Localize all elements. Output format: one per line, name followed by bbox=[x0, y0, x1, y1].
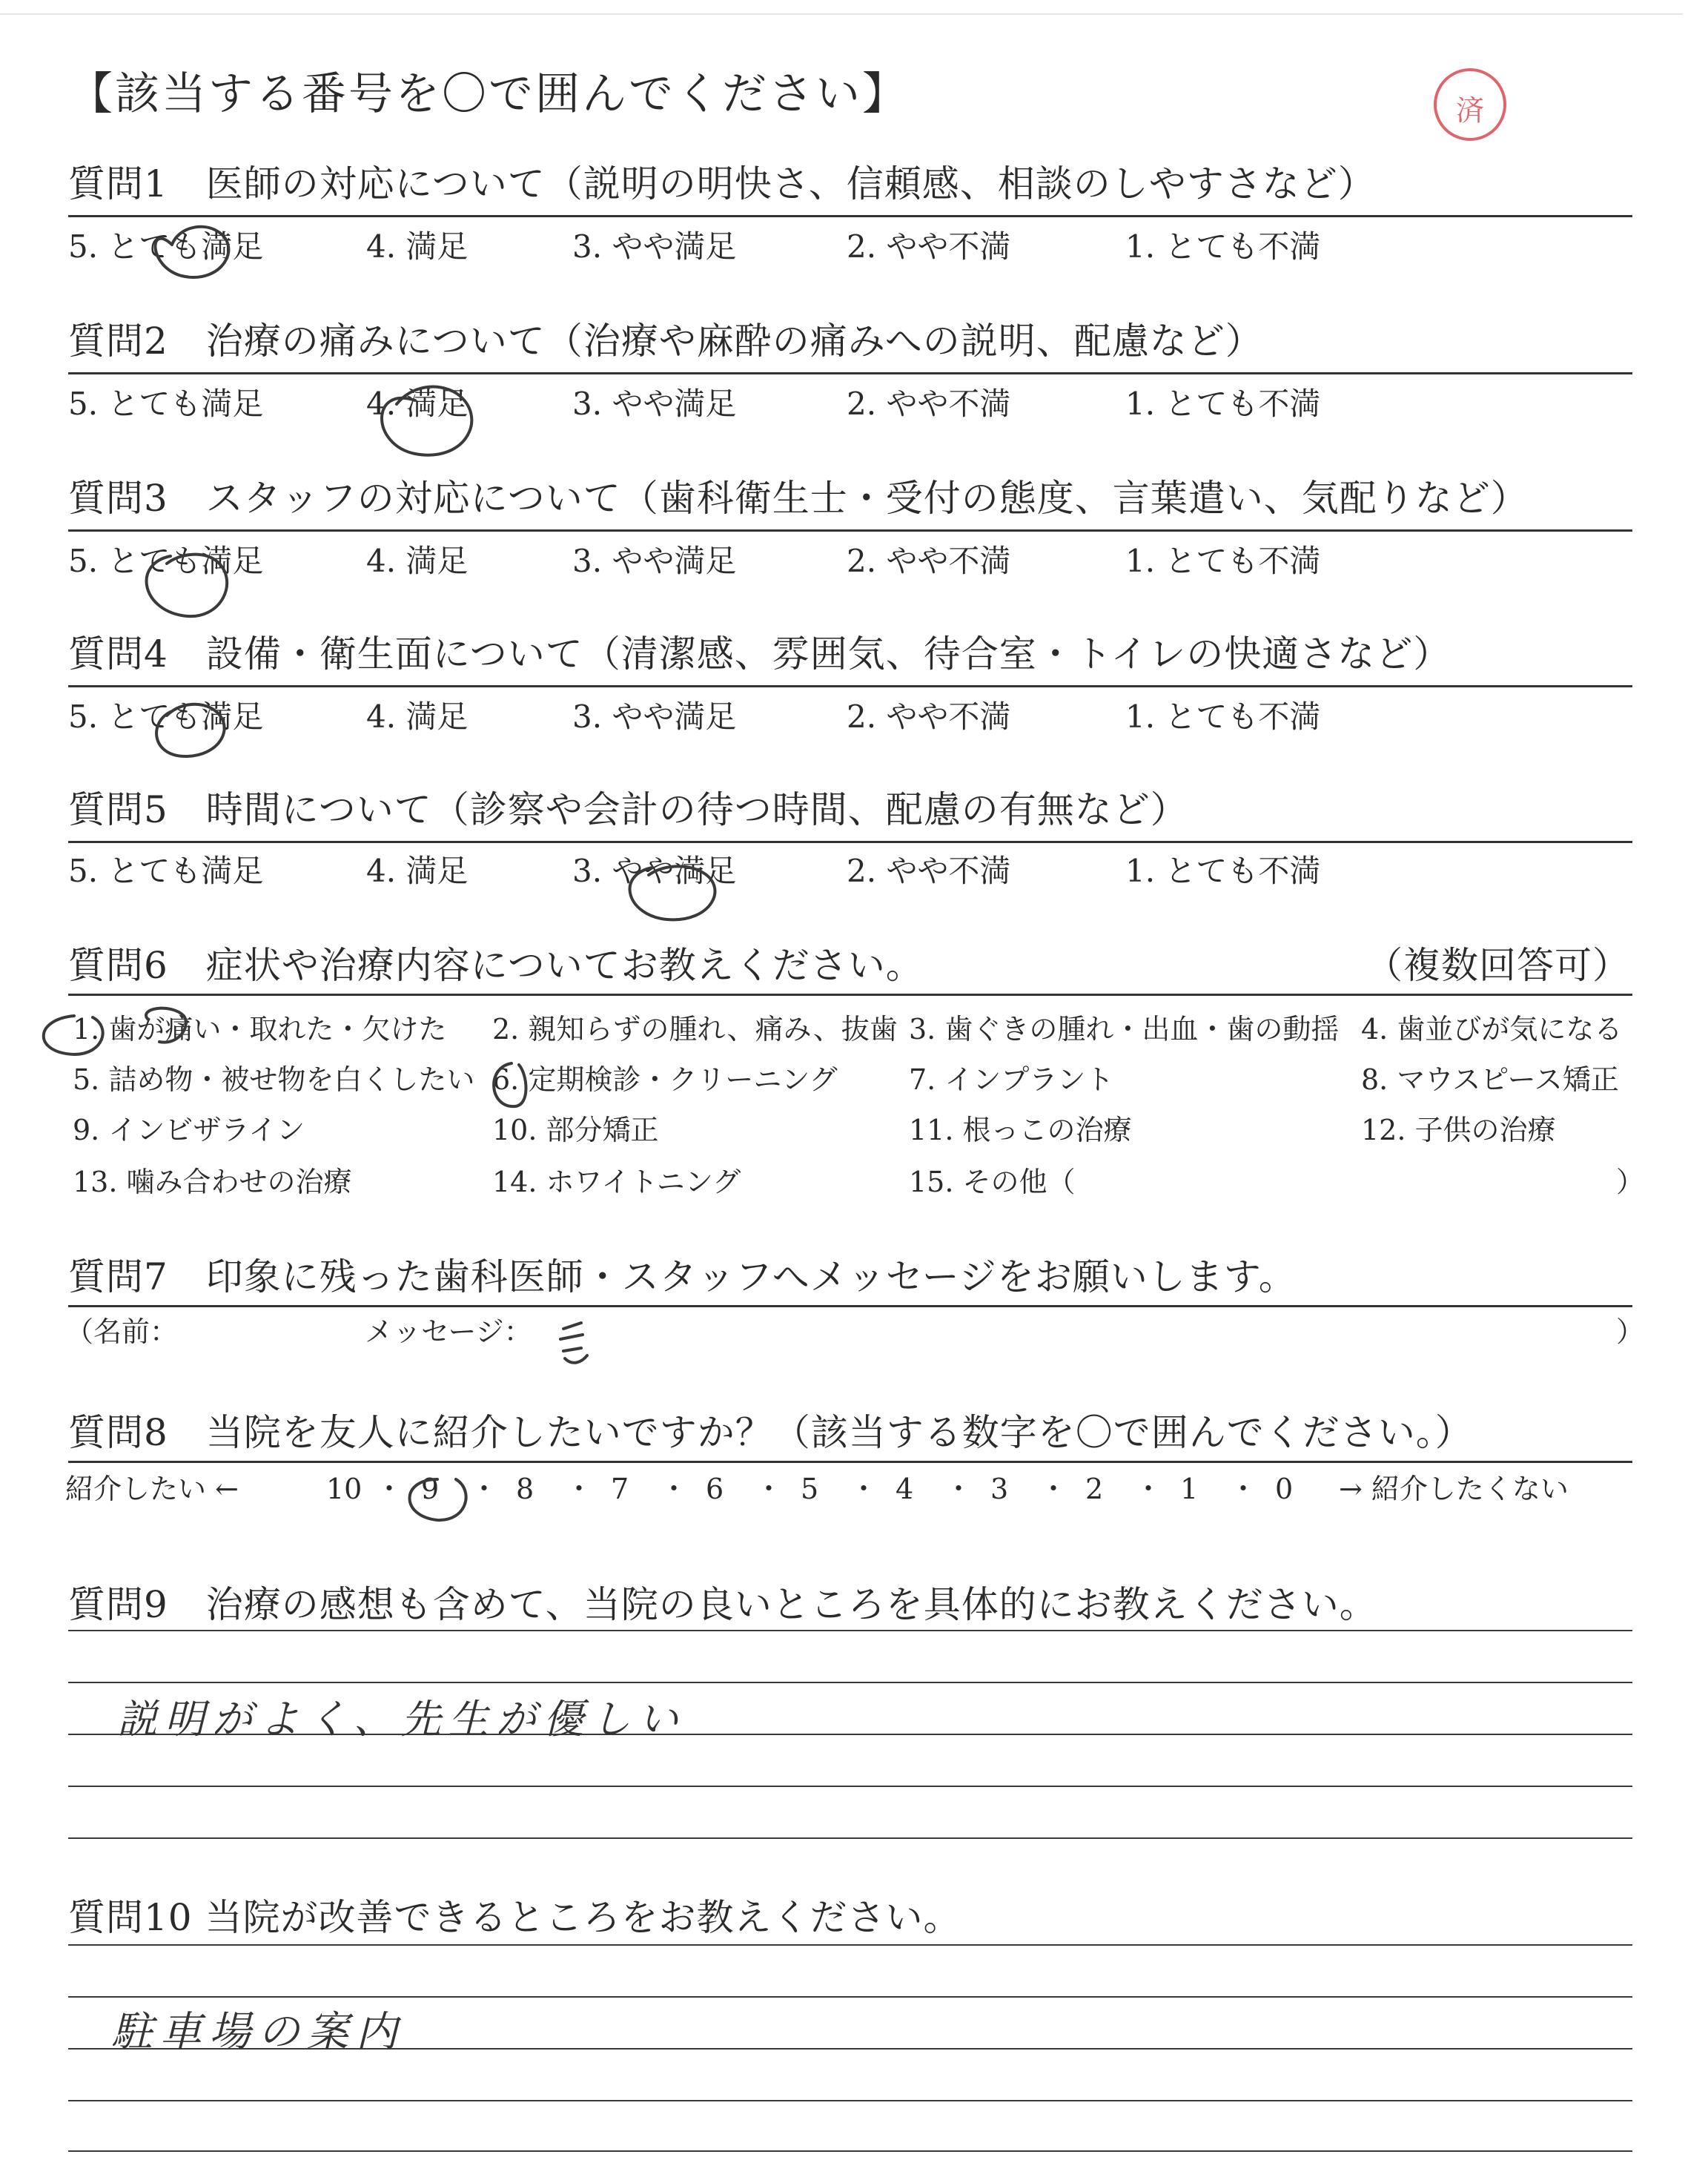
q6-option-1[interactable]: 1. 歯が痛い・取れた・欠けた bbox=[73, 1013, 447, 1046]
q10-line-4 bbox=[68, 2100, 1632, 2101]
q8-scale-value-0[interactable]: 0 bbox=[1275, 1473, 1294, 1505]
q8-scale-value-7[interactable]: 7 bbox=[611, 1473, 629, 1505]
q1-title: 質問1 医師の対応について（説明の明快さ、信頼感、相談のしやすさなど） bbox=[68, 162, 1376, 205]
q6-option-12[interactable]: 12. 子供の治療 bbox=[1361, 1114, 1556, 1146]
q4-option-2[interactable]: 2. やや不満 bbox=[847, 698, 1011, 735]
q10-handwritten-answer[interactable]: 駐車場の案内 bbox=[111, 2008, 405, 2056]
q2-option-4[interactable]: 4. 満足 bbox=[366, 386, 469, 422]
q2-option-2[interactable]: 2. やや不満 bbox=[847, 386, 1011, 422]
q9-line-4 bbox=[68, 1786, 1632, 1787]
q8-scale-separator: ・ bbox=[470, 1473, 499, 1505]
q8-scale-separator: ・ bbox=[755, 1473, 784, 1505]
q9-handwritten-answer[interactable]: 説明がよく、先生が優しい bbox=[117, 1696, 686, 1743]
q3-rule bbox=[68, 529, 1632, 532]
q1-option-3[interactable]: 3. やや満足 bbox=[572, 228, 737, 265]
q8-right-label: → 紹介したくない bbox=[1339, 1473, 1569, 1505]
q6-option-8[interactable]: 8. マウスピース矯正 bbox=[1361, 1063, 1619, 1096]
q8-scale-value-8[interactable]: 8 bbox=[516, 1473, 534, 1505]
q6-rule bbox=[68, 994, 1632, 996]
q6-option-11[interactable]: 11. 根っこの治療 bbox=[909, 1114, 1132, 1146]
q3-option-5[interactable]: 5. とても満足 bbox=[68, 543, 264, 579]
q8-scale-separator: ・ bbox=[1229, 1473, 1258, 1505]
q10-line-5 bbox=[68, 2150, 1632, 2152]
q6-option-6[interactable]: 6. 定期検診・クリーニング bbox=[492, 1063, 838, 1096]
q6-note: （複数回答可） bbox=[1366, 944, 1630, 987]
q6-option-3[interactable]: 3. 歯ぐきの腫れ・出血・歯の動揺 bbox=[909, 1013, 1340, 1046]
q6-option-7[interactable]: 7. インプラント bbox=[909, 1063, 1114, 1096]
q2-option-1[interactable]: 1. とても不満 bbox=[1125, 386, 1321, 422]
q8-scale-value-9[interactable]: 9 bbox=[421, 1473, 440, 1505]
q7-message-label: メッセージ： bbox=[365, 1315, 532, 1348]
q1-option-4[interactable]: 4. 満足 bbox=[366, 228, 469, 265]
q8-rule bbox=[68, 1461, 1632, 1463]
q2-rule bbox=[68, 372, 1632, 374]
q4-option-5[interactable]: 5. とても満足 bbox=[68, 698, 264, 735]
scan-top-edge bbox=[0, 13, 1683, 15]
q1-option-1[interactable]: 1. とても不満 bbox=[1125, 228, 1321, 265]
q6-option-10[interactable]: 10. 部分矯正 bbox=[492, 1114, 659, 1146]
q9-title: 質問9 治療の感想も含めて、当院の良いところを具体的にお教えください。 bbox=[68, 1583, 1377, 1626]
q9-line-1 bbox=[68, 1630, 1632, 1631]
q3-option-2[interactable]: 2. やや不満 bbox=[847, 543, 1011, 579]
q8-scale-value-10[interactable]: 10 bbox=[326, 1473, 363, 1505]
q3-title: 質問3 スタッフの対応について（歯科衛生士・受付の態度、言葉遣い、気配りなど） bbox=[68, 477, 1529, 520]
q8-scale-separator: ・ bbox=[850, 1473, 878, 1505]
q8-scale-value-3[interactable]: 3 bbox=[990, 1473, 1009, 1505]
reviewed-stamp: 済 bbox=[1434, 68, 1506, 141]
q7-rule bbox=[68, 1305, 1632, 1307]
q3-option-1[interactable]: 1. とても不満 bbox=[1125, 543, 1321, 579]
q5-option-3[interactable]: 3. やや満足 bbox=[572, 853, 737, 889]
q5-option-4[interactable]: 4. 満足 bbox=[366, 853, 469, 889]
q1-option-2[interactable]: 2. やや不満 bbox=[847, 228, 1011, 265]
q8-scale-value-4[interactable]: 4 bbox=[896, 1473, 914, 1505]
q5-option-5[interactable]: 5. とても満足 bbox=[68, 853, 264, 889]
q8-scale-separator: ・ bbox=[1134, 1473, 1163, 1505]
q2-title: 質問2 治療の痛みについて（治療や麻酔の痛みへの説明、配慮など） bbox=[68, 320, 1263, 363]
q8-scale-value-6[interactable]: 6 bbox=[706, 1473, 724, 1505]
q6-title: 質問6 症状や治療内容についてお教えください。 bbox=[68, 944, 924, 987]
q5-title: 質問5 時間について（診察や会計の待つ時間、配慮の有無など） bbox=[68, 788, 1188, 831]
q9-line-5 bbox=[68, 1837, 1632, 1839]
q5-rule bbox=[68, 841, 1632, 843]
q6-option-13[interactable]: 13. 噛み合わせの治療 bbox=[73, 1166, 352, 1198]
q9-line-2 bbox=[68, 1682, 1632, 1683]
q4-option-4[interactable]: 4. 満足 bbox=[366, 698, 469, 735]
q8-scale-value-5[interactable]: 5 bbox=[801, 1473, 819, 1505]
q8-scale-value-1[interactable]: 1 bbox=[1180, 1473, 1199, 1505]
q8-scale-separator: ・ bbox=[1039, 1473, 1068, 1505]
q8-left-label: 紹介したい ← bbox=[65, 1473, 239, 1505]
q10-line-1 bbox=[68, 1944, 1632, 1946]
q6-option-2[interactable]: 2. 親知らずの腫れ、痛み、抜歯 bbox=[492, 1013, 898, 1046]
q6-option-15[interactable]: 15. その他（ bbox=[909, 1166, 1076, 1198]
q4-title: 質問4 設備・衛生面について（清潔感、雰囲気、待合室・トイレの快適さなど） bbox=[68, 633, 1452, 676]
q7-message-scribble bbox=[560, 1323, 587, 1363]
q7-title: 質問7 印象に残った歯科医師・スタッフへメッセージをお願いします。 bbox=[68, 1255, 1297, 1298]
q6-option-14[interactable]: 14. ホワイトニング bbox=[492, 1166, 741, 1198]
q10-line-2 bbox=[68, 1996, 1632, 1998]
q4-option-1[interactable]: 1. とても不満 bbox=[1125, 698, 1321, 735]
page-title: 【該当する番号を〇で囲んでください】 bbox=[68, 68, 909, 120]
q4-rule bbox=[68, 685, 1632, 687]
q4-option-3[interactable]: 3. やや満足 bbox=[572, 698, 737, 735]
q5-option-1[interactable]: 1. とても不満 bbox=[1125, 853, 1321, 889]
q6-option-9[interactable]: 9. インビザライン bbox=[73, 1114, 305, 1146]
q7-close-paren: ） bbox=[1616, 1315, 1645, 1348]
q7-name-label: （名前： bbox=[65, 1315, 179, 1348]
q5-option-2[interactable]: 2. やや不満 bbox=[847, 853, 1011, 889]
q2-option-3[interactable]: 3. やや満足 bbox=[572, 386, 737, 422]
q6-option-5[interactable]: 5. 詰め物・被せ物を白くしたい bbox=[73, 1063, 475, 1096]
q8-title: 質問8 当院を友人に紹介したいですか？（該当する数字を〇で囲んでください。） bbox=[68, 1411, 1473, 1454]
q6-option-4[interactable]: 4. 歯並びが気になる bbox=[1361, 1013, 1623, 1046]
q8-scale-separator: ・ bbox=[944, 1473, 973, 1505]
q8-scale-separator: ・ bbox=[565, 1473, 594, 1505]
q10-title: 質問10 当院が改善できるところをお教えください。 bbox=[68, 1896, 961, 1939]
q1-option-5[interactable]: 5. とても満足 bbox=[68, 228, 264, 265]
q2-option-5[interactable]: 5. とても満足 bbox=[68, 386, 264, 422]
q8-scale-separator: ・ bbox=[660, 1473, 689, 1505]
q3-option-4[interactable]: 4. 満足 bbox=[366, 543, 469, 579]
q3-option-3[interactable]: 3. やや満足 bbox=[572, 543, 737, 579]
q8-scale-separator: ・ bbox=[375, 1473, 404, 1505]
q1-rule bbox=[68, 215, 1632, 217]
q8-scale-value-2[interactable]: 2 bbox=[1085, 1473, 1104, 1505]
q6-other-close-paren: ） bbox=[1616, 1166, 1645, 1198]
